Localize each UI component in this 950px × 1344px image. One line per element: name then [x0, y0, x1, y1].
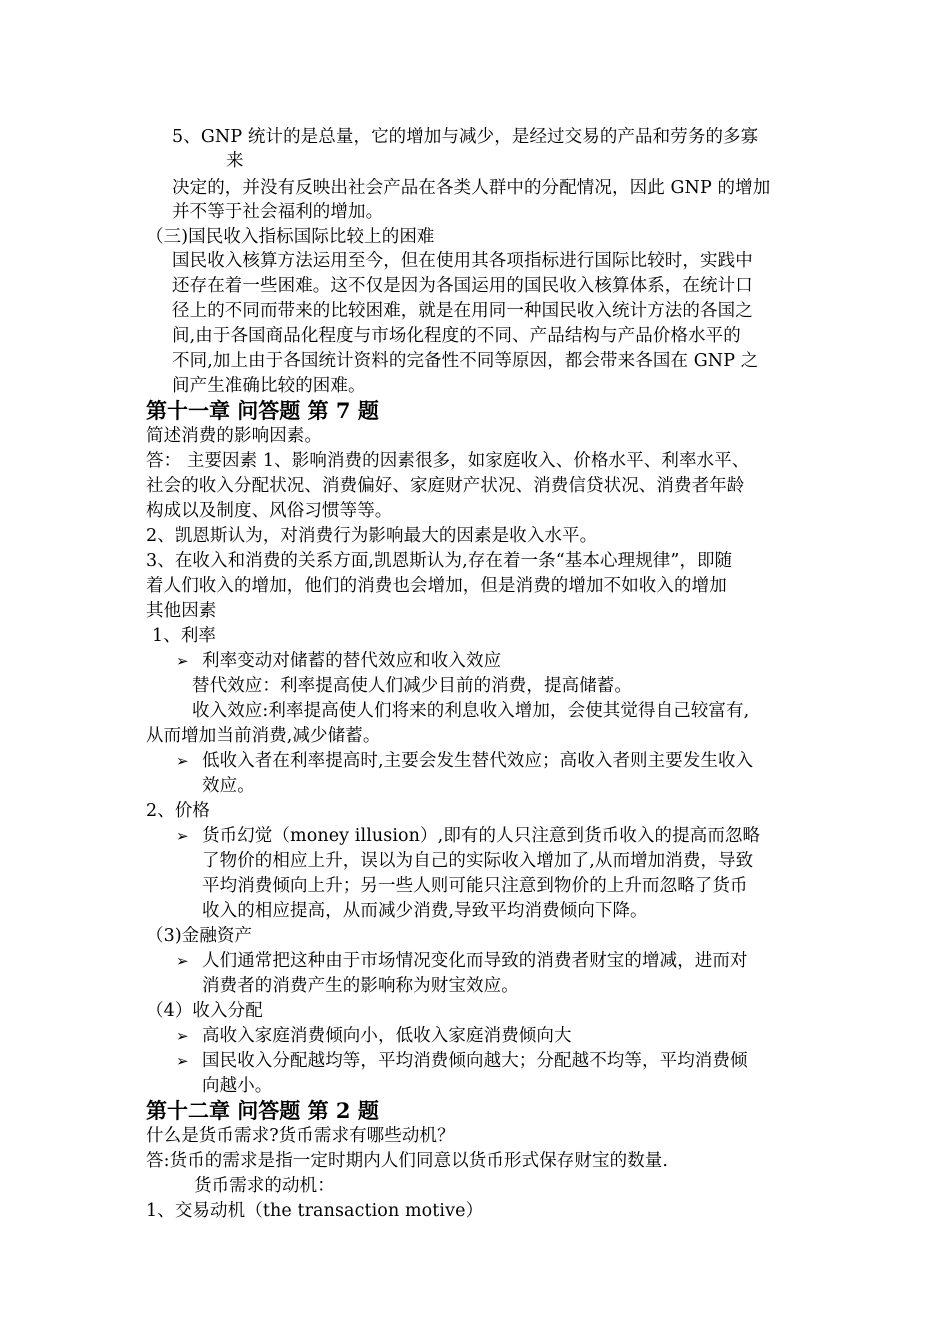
money-illusion-line-1: 货币幻觉（money illusion）,即有的人只注意到货币收入的提高而忽略: [202, 826, 761, 846]
chapter-12-question: 什么是货币需求?货币需求有哪些动机？: [146, 1126, 455, 1146]
section-3-line-2: 还存在着一些困难。这不仅是因为各国运用的国民收入核算体系，在统计口: [172, 276, 753, 296]
arrow-bullet-icon: ➢: [176, 652, 189, 670]
chapter-12-answer: 答:货币的需求是指一定时期内人们同意以货币形式保存财宝的数量.: [146, 1151, 669, 1171]
answer-line-4: 2、凯恩斯认为，对消费行为影响最大的因素是收入水平。: [146, 526, 598, 546]
chapter-11-heading: 第十一章 问答题 第 7 题: [146, 398, 379, 423]
section-3-title: （三)国民收入指标国际比较上的困难: [146, 227, 435, 247]
arrow-bullet-icon: ➢: [176, 1027, 189, 1045]
transaction-motive: 1、交易动机（the transaction motive）: [146, 1201, 484, 1221]
section-3-line-1: 国民收入核算方法运用至今，但在使用其各项指标进行国际比较时，实践中: [172, 251, 753, 271]
chapter-12-heading: 第十二章 问答题 第 2 题: [146, 1098, 379, 1123]
income-distribution-heading: （4）收入分配: [146, 1001, 263, 1021]
other-factors-label: 其他因素: [146, 601, 217, 621]
wealth-effect-line-2: 消费者的消费产生的影响称为财宝效应。: [202, 976, 519, 996]
price-heading: 2、价格: [146, 801, 211, 821]
money-demand-motives: 货币需求的动机：: [194, 1176, 335, 1196]
bullet-income-groups-line-2: 效应。: [202, 776, 255, 796]
arrow-bullet-icon: ➢: [176, 952, 189, 970]
money-illusion-line-4: 收入的相应提高，从而减少消费,导致平均消费倾向下降。: [202, 901, 648, 921]
answer-line-5: 3、在收入和消费的关系方面,凯恩斯认为,存在着一条“基本心理规律”，即随: [146, 551, 733, 571]
answer-line-3: 构成以及制度、风俗习惯等等。: [146, 501, 393, 521]
bullet-distribution-line-1: 国民收入分配越均等，平均消费倾向越大；分配越不均等，平均消费倾: [202, 1051, 748, 1071]
section-3-line-5: 不同,加上由于各国统计资料的完备性不同等原因，都会带来各国在 GNP 之: [172, 351, 759, 371]
p5-line-2: 来: [226, 151, 244, 171]
section-3-line-6: 间产生准确比较的困难。: [172, 376, 366, 396]
financial-assets-heading: （3)金融资产: [146, 926, 253, 946]
arrow-bullet-icon: ➢: [176, 827, 189, 845]
answer-line-2: 社会的收入分配状况、消费偏好、家庭财产状况、消费信贷状况、消费者年龄: [146, 476, 745, 496]
wealth-effect-line-1: 人们通常把这种由于市场情况变化而导致的消费者财宝的增减，进而对: [202, 951, 748, 971]
income-effect-line-2: 从而增加当前消费,减少储蓄。: [146, 726, 381, 746]
answer-line-6: 着人们收入的增加，他们的消费也会增加，但是消费的增加不如收入的增加: [146, 576, 727, 596]
bullet-distribution-line-2: 向越小。: [202, 1076, 273, 1096]
p5-line-1: 5、GNP 统计的是总量，它的增加与减少，是经过交易的产品和劳务的多寡: [172, 127, 759, 147]
section-3-line-4: 间,由于各国商品化程度与市场化程度的不同、产品结构与产品价格水平的: [172, 326, 741, 346]
section-3-line-3: 径上的不同而带来的比较困难，就是在用同一种国民收入统计方法的各国之: [172, 301, 753, 321]
arrow-bullet-icon: ➢: [176, 752, 189, 770]
money-illusion-line-3: 平均消费倾向上升；另一些人则可能只注意到物价的上升而忽略了货币: [202, 876, 748, 896]
bullet-income-groups-line-1: 低收入者在利率提高时,主要会发生替代效应；高收入者则主要发生收入: [202, 751, 754, 771]
answer-line-1: 答： 主要因素 1、影响消费的因素很多，如家庭收入、价格水平、利率水平、: [146, 451, 750, 471]
bullet-rate-effects: 利率变动对储蓄的替代效应和收入效应: [202, 651, 502, 671]
interest-rate-heading: 1、利率: [152, 626, 217, 646]
money-illusion-line-2: 了物价的相应上升，误以为自己的实际收入增加了,从而增加消费，导致: [202, 851, 754, 871]
chapter-11-question: 简述消费的影响因素。: [146, 426, 322, 446]
arrow-bullet-icon: ➢: [176, 1052, 189, 1070]
p5-line-4: 并不等于社会福利的增加。: [172, 202, 384, 222]
p5-line-3: 决定的，并没有反映出社会产品在各类人群中的分配情况，因此 GNP 的增加: [172, 178, 771, 198]
bullet-household-propensity: 高收入家庭消费倾向小，低收入家庭消费倾向大: [202, 1026, 572, 1046]
substitution-effect-line: 替代效应：利率提高使人们减少目前的消费，提高储蓄。: [192, 676, 632, 696]
income-effect-line-1: 收入效应:利率提高使人们将来的利息收入增加，会使其觉得自己较富有,: [192, 701, 750, 721]
